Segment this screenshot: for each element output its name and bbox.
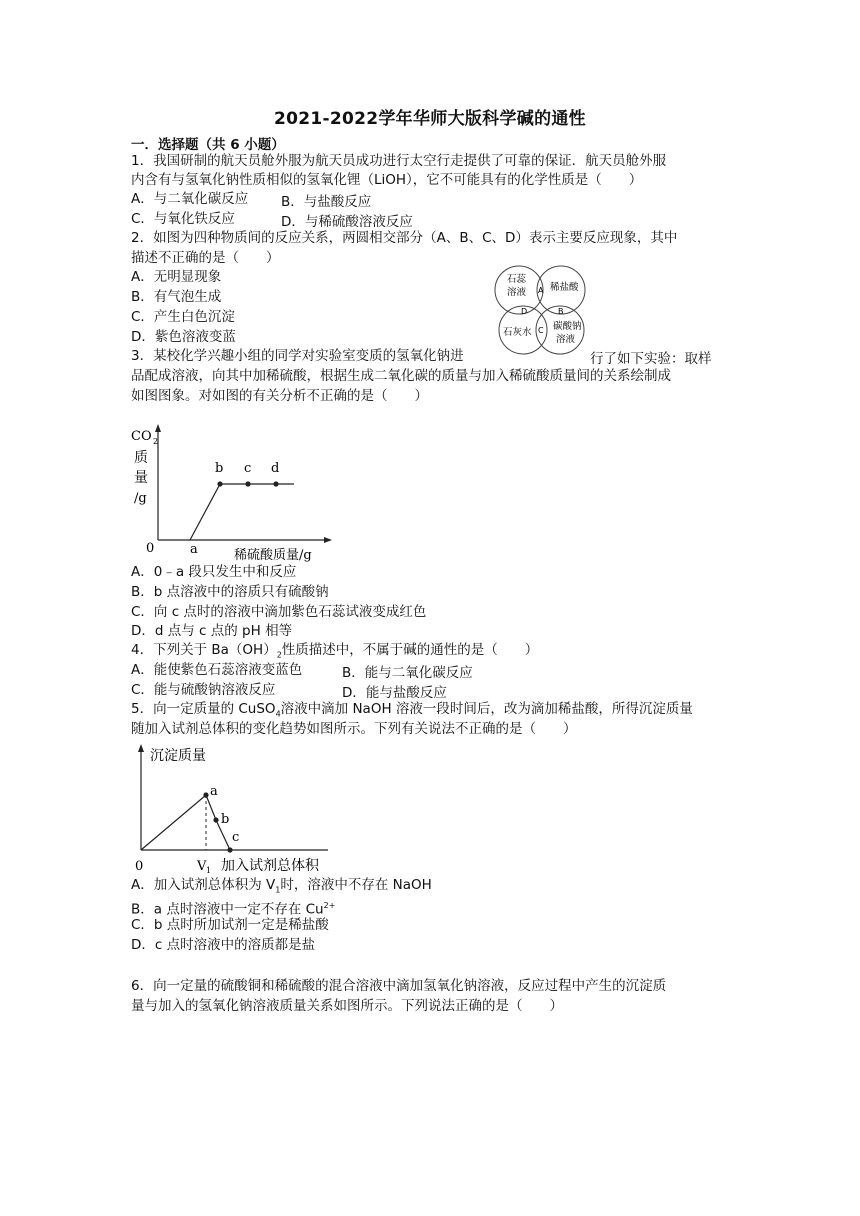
graph3-point-b: b [215, 461, 224, 476]
q5-option-a-part1: A．加入试剂总体积为 V [131, 877, 276, 893]
graph3-ylabel-liang: 量 [134, 470, 148, 486]
q4-option-a: A．能使紫色石蕊溶液变蓝色 [131, 662, 303, 678]
q5-option-a-part2: 时，溶液中不存在 NaOH [280, 877, 432, 893]
q3-line1b: 行了如下实验：取样 [590, 351, 712, 367]
graph3-point-d: d [271, 461, 280, 476]
section-heading: 一．选择题（共 6 小题） [131, 137, 285, 153]
q4-option-c: C．能与硫酸钠溶液反应 [131, 682, 276, 698]
precipitate-mass-graph [128, 740, 348, 876]
graph5-point-b: b [221, 812, 230, 827]
q3-option-d: D．d 点与 c 点的 pH 相等 [131, 623, 293, 639]
graph5-point-a: a [210, 784, 218, 799]
q5-option-d: D．c 点时溶液中的溶质都是盐 [131, 937, 316, 953]
venn-label-hcl: 稀盐酸 [550, 282, 579, 293]
graph3-ylabel-unit: /g [134, 491, 147, 506]
venn-region-d: D [521, 307, 528, 316]
venn-label-na2co3-2: 溶液 [556, 334, 576, 345]
q5-option-c: C．b 点时所加试剂一定是稀盐酸 [131, 917, 329, 933]
q2-option-b: B．有气泡生成 [131, 289, 222, 305]
q3-option-a: A．0﹣a 段只发生中和反应 [131, 564, 297, 580]
co2-mass-graph [128, 422, 338, 564]
q5-option-b-part1: B．a 点时溶液中一定不存在 Cu [131, 901, 324, 918]
q1-line2: 内含有与氢氧化钠性质相似的氢氧化锂（LiOH），它不可能具有的化学性质是（ ） [131, 172, 643, 188]
graph5-origin: 0 [135, 859, 144, 874]
q4-line1-part2: 性质描述中，不属于碱的通性的是（ ） [281, 642, 539, 658]
venn-region-a: A [538, 286, 544, 295]
q5-option-b-sup: 2+ [323, 901, 336, 910]
venn-label-litmus-1: 石蕊 [507, 274, 527, 285]
graph5-point-c: c [232, 830, 240, 845]
q2-option-c: C．产生白色沉淀 [131, 309, 235, 325]
venn-label-limewater: 石灰水 [503, 327, 532, 338]
q2-line1: 2．如图为四种物质间的反应关系，两圆相交部分（A、B、C、D）表示主要反应现象，其中 [131, 230, 678, 246]
graph3-origin: 0 [146, 541, 155, 556]
q1-line1: 1．我国研制的航天员舱外服为航天员成功进行太空行走提供了可靠的保证．航天员舱外服 [131, 153, 667, 169]
q1-option-c: C．与氧化铁反应 [131, 211, 235, 227]
q1-option-d: D．与稀硫酸溶液反应 [281, 214, 413, 230]
q3-line1a: 3．某校化学兴趣小组的同学对实验室变质的氢氧化钠进 [131, 348, 464, 364]
q5-line2: 随加入试剂总体积的变化趋势如图所示。下列有关说法不正确的是（ ） [131, 721, 577, 737]
graph3-point-a: a [190, 542, 198, 557]
q5-line1-part2: 溶液中滴加 NaOH 溶液一段时间后，改为滴加稀盐酸，所得沉淀质量 [280, 701, 693, 717]
graph5-v1-sub: 1 [206, 866, 212, 875]
q4-option-d: D．能与盐酸反应 [342, 685, 447, 701]
q2-line2: 描述不正确的是（ ） [131, 250, 280, 266]
q2-option-a: A．无明显现象 [131, 269, 222, 285]
q3-option-c: C．向 c 点时的溶液中滴加紫色石蕊试液变成红色 [131, 604, 427, 620]
venn-label-na2co3-1: 碳酸钠 [553, 321, 582, 332]
q5-line1-sub: 4 [275, 709, 281, 719]
graph5-ylabel: 沉淀质量 [150, 748, 206, 764]
q4-line1-part1: 4．下列关于 Ba（OH） [131, 642, 277, 658]
graph3-point-c: c [244, 461, 252, 476]
q3-line3: 如图图象。对如图的有关分析不正确的是（ ） [131, 388, 428, 404]
q4-line1-sub: 2 [276, 650, 282, 660]
venn-diagram [494, 262, 594, 358]
q1-option-a: A．与二氧化碳反应 [131, 191, 249, 207]
graph5-v1: V [197, 859, 207, 874]
q2-option-d: D．紫色溶液变蓝 [131, 329, 236, 345]
venn-region-b: B [558, 307, 564, 316]
graph3-ylabel-sub: 2 [153, 437, 159, 446]
q6-line1: 6．向一定量的硫酸铜和稀硫酸的混合溶液中滴加氢氧化钠溶液，反应过程中产生的沉淀质 [131, 978, 667, 994]
q6-line2: 量与加入的氢氧化钠溶液质量关系如图所示。下列说法正确的是（ ） [131, 998, 563, 1014]
q5-option-a-sub: 1 [275, 885, 281, 895]
graph5-xlabel: 加入试剂总体积 [221, 858, 319, 874]
q3-line2: 品配成溶液，向其中加稀硫酸，根据生成二氧化碳的质量与加入稀硫酸质量间的关系绘制成 [131, 368, 671, 384]
graph3-ylabel-zhi: 质 [134, 450, 148, 466]
page-title: 2021-2022学年华师大版科学碱的通性 [274, 109, 586, 129]
graph3-xlabel: 稀硫酸质量/g [234, 548, 312, 563]
q1-option-b: B．与盐酸反应 [281, 194, 372, 210]
q3-option-b: B．b 点溶液中的溶质只有硫酸钠 [131, 584, 329, 600]
q4-option-b: B．能与二氧化碳反应 [342, 665, 473, 681]
venn-region-c: C [538, 326, 544, 335]
venn-label-litmus-2: 溶液 [507, 287, 527, 298]
graph3-ylabel-co: CO [131, 429, 152, 444]
q5-line1-part1: 5．向一定质量的 CuSO [131, 701, 276, 717]
